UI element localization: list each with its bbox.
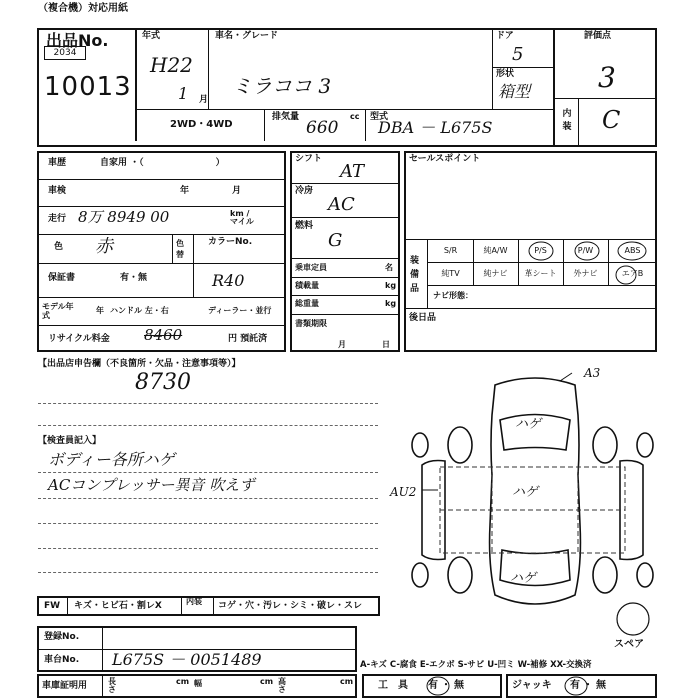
drive-label: 2WD・4WD [170, 119, 233, 130]
divider [290, 258, 400, 259]
fuel-value: G [328, 230, 343, 251]
equip-abs: ABS [624, 246, 641, 255]
jack-label: ジャッキ [512, 680, 552, 691]
garage-width-unit: cm [260, 677, 274, 686]
equip-aw: 純A/W [483, 246, 508, 255]
spare-label: スペア [614, 639, 644, 650]
gross-label: 総重量 [295, 299, 319, 308]
equipment-circles [404, 239, 657, 308]
divider [290, 183, 400, 184]
navi-label: ナビ形態： [433, 291, 473, 300]
car-name-label: 車名・グレード [215, 31, 279, 41]
mark-au2: AU2 [390, 485, 417, 499]
interior-value: C [602, 106, 621, 134]
mark-hage-1: ハゲ [515, 417, 542, 432]
garage-length: 長さ [108, 677, 116, 694]
capacity-unit: 名 [385, 263, 393, 272]
tools-text: 有・無 [428, 680, 467, 691]
mark-hage-3: ハゲ [510, 571, 537, 586]
displacement-value: 660 [306, 118, 339, 138]
mark-a3: A3 [584, 366, 601, 380]
color-label: 色 [54, 242, 64, 252]
form-header-text: （複合機）対応用紙 [38, 3, 128, 14]
spare-tire-icon [614, 600, 652, 638]
sales-point-label: セールスポイント [409, 154, 481, 164]
divider [213, 596, 214, 616]
equip-ps: P/S [534, 246, 547, 255]
year-label: 年式 [142, 31, 161, 41]
mark-hage-2: ハゲ [512, 485, 539, 500]
shape-label: 形状 [496, 69, 515, 79]
interior-label: 内装 [562, 109, 572, 132]
capacity-label: 乗車定員 [295, 263, 327, 272]
lot-sticker: 2034 [44, 46, 86, 60]
equip-tv: 純TV [441, 269, 460, 278]
divider [172, 234, 173, 263]
divider [37, 263, 286, 264]
recycle-handwritten-value: 8730 [135, 370, 191, 395]
equip-airbag: エアB [621, 269, 644, 278]
chassis-value: L675S － 0051489 [112, 650, 262, 669]
divider [553, 28, 555, 147]
shift-label: シフト [295, 154, 323, 164]
garage-height: 高さ [278, 677, 286, 694]
score-label: 評価点 [584, 31, 612, 41]
model-code-value: DBA － L675S [378, 118, 493, 137]
vehicle-info-frame [37, 151, 286, 352]
divider [290, 277, 400, 278]
inspector-note-line1: ボディー各所ハゲ [48, 450, 175, 469]
gross-unit: kg [385, 299, 397, 308]
divider [38, 472, 378, 473]
color-no-value: R40 [212, 271, 245, 290]
aftermarket-label: 後日品 [409, 313, 437, 323]
aircon-value: AC [328, 194, 355, 215]
legend-exterior-text: キズ・ヒビ石・割レX [74, 601, 162, 611]
mileage-label: 走行 [48, 214, 67, 224]
divider [38, 498, 378, 499]
recycle-label: リサイクル料金 [48, 334, 110, 344]
fuel-label: 燃料 [295, 221, 314, 231]
divider [135, 109, 553, 110]
divider [181, 596, 182, 616]
divider [578, 98, 579, 147]
color-change-label: 色替 [176, 239, 184, 259]
divider [38, 425, 378, 426]
displacement-label: 排気量 [272, 112, 300, 122]
equip-sr: S/R [443, 246, 458, 255]
divider [37, 297, 286, 298]
car-name-value: ミラココ 3 [232, 74, 332, 98]
equip-pw: P/W [577, 246, 594, 255]
divider [38, 403, 378, 404]
divider [135, 28, 137, 141]
shift-value: AT [340, 161, 365, 182]
mileage-value: 8万 8949 00 [78, 208, 170, 226]
garage-length-unit: cm [176, 677, 190, 686]
color-value: 赤 [95, 236, 113, 257]
divider [38, 572, 378, 573]
score-value: 3 [598, 61, 616, 94]
aircon-label: 冷房 [295, 186, 314, 196]
year-value: H22 [150, 53, 193, 77]
year-month-unit: 月 [199, 95, 209, 105]
warranty-text: 有・無 [120, 273, 148, 283]
color-no-label: カラーNo. [208, 237, 253, 247]
equipment-label: 装備品 [410, 256, 420, 294]
jack-text: 有・無 [570, 680, 609, 691]
legend-interior-text: コゲ・穴・汚レ・シミ・破レ・スレ [218, 601, 363, 611]
divider [38, 523, 378, 524]
garage-label: 車庫証明用 [42, 681, 88, 691]
tools-label: 工 具 [378, 680, 408, 691]
divider [290, 295, 400, 296]
divider [102, 674, 103, 698]
divider [404, 308, 657, 309]
doc-period-day: 日 [382, 340, 390, 349]
divider [37, 234, 286, 235]
model-code-label: 型式 [370, 112, 389, 122]
load-unit: kg [385, 281, 397, 290]
divider [492, 28, 493, 109]
door-value: 5 [512, 44, 524, 65]
doc-period-label: 書類期限 [295, 319, 327, 328]
divider [38, 548, 378, 549]
divider [193, 234, 194, 297]
shape-value: 箱型 [498, 82, 531, 101]
inspector-notes-label: 【検査員記入】 [38, 436, 102, 446]
lot-number: 10013 [44, 72, 132, 102]
legend-fw-label: FW [44, 601, 61, 611]
divider [102, 626, 103, 672]
registration-label: 登録No. [44, 632, 80, 642]
seller-notes-label: 【出品店申告欄（不良箇所・欠品・注意事項等）】 [38, 359, 241, 369]
divider [290, 217, 400, 218]
recycle-unit: 円 預託済 [228, 334, 268, 344]
mileage-unit: km / マイル [230, 209, 254, 226]
inspection-text: 年 月 [180, 186, 246, 196]
lot-label: 出品No. [46, 31, 109, 50]
displacement-unit: cc [350, 112, 360, 121]
equip-leather: 革シート [524, 269, 557, 278]
divider [553, 98, 657, 99]
garage-width: 幅 [194, 679, 202, 688]
doc-period-month: 月 [338, 340, 346, 349]
handle-text: ハンドル 左・右 [110, 306, 169, 315]
divider [290, 314, 400, 315]
history-text: 自家用 ・（ ） [100, 158, 225, 168]
divider [365, 109, 366, 141]
legend-interior-label: 内装 [186, 597, 202, 606]
equip-navi: 純ナビ [483, 269, 508, 278]
dealer-text: ディーラー・並行 [208, 306, 272, 315]
load-label: 積載量 [295, 281, 319, 290]
model-year-label: モデル年式 [42, 302, 74, 320]
door-label: ドア [496, 31, 514, 41]
garage-height-unit: cm [340, 677, 354, 686]
inspection-label: 車検 [48, 186, 67, 196]
divider [208, 28, 209, 109]
model-year-unit: 年 [96, 306, 104, 315]
divider [37, 206, 286, 207]
tools-jack-circles [420, 674, 660, 698]
divider [264, 109, 265, 141]
code-legend: A-キズ C-腐食 E-エクボ S-サビ U-凹ミ W-補修 XX-交換済 [360, 660, 592, 670]
divider [37, 179, 286, 180]
chassis-label: 車台No. [44, 655, 80, 665]
inspector-note-line2: ACコンプレッサー異音 吹えず [48, 476, 255, 494]
warranty-label: 保証書 [48, 273, 76, 283]
divider [492, 67, 553, 68]
history-label: 車歴 [48, 158, 67, 168]
divider [67, 596, 68, 616]
equip-ext-navi: 外ナビ [573, 269, 598, 278]
recycle-struck-value: 8460 [144, 326, 183, 344]
year-month-value: 1 [178, 84, 189, 103]
